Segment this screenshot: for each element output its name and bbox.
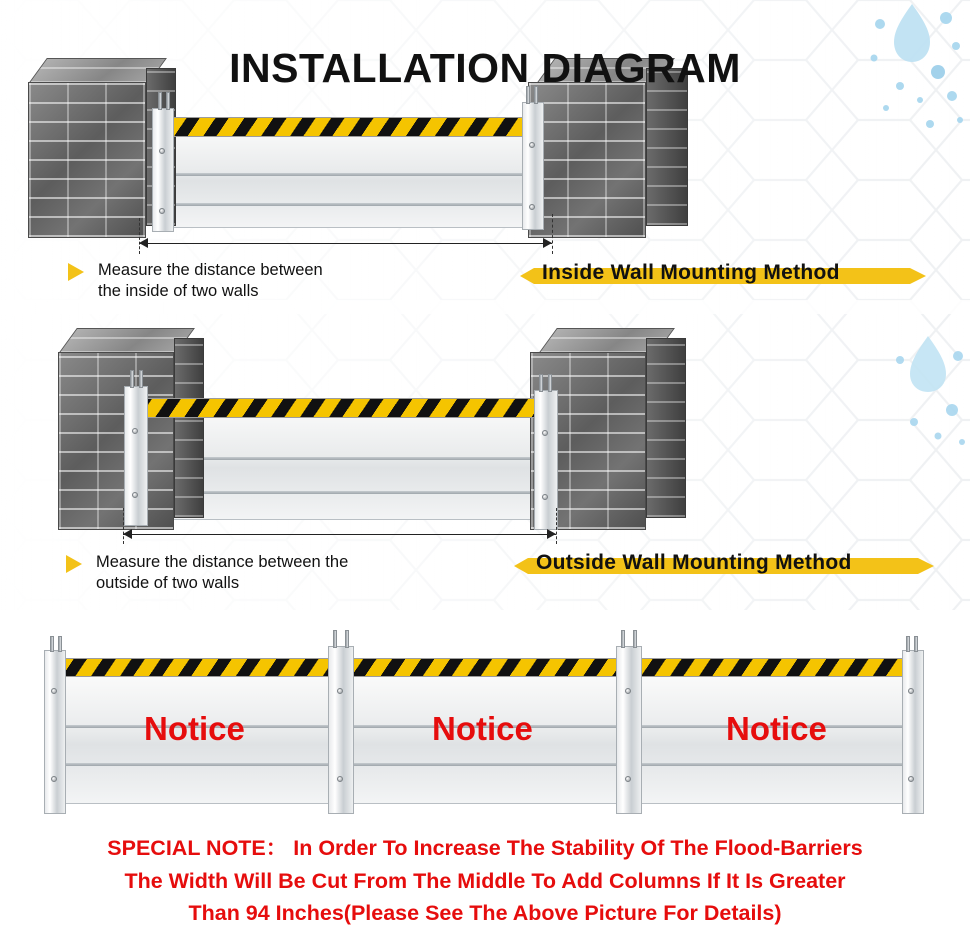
special-note-line-3: Than 94 Inches(Please See The Above Picture For Details) (188, 901, 782, 926)
barrier-end-post-right (902, 650, 924, 814)
caption-line-2: outside of two walls (96, 573, 240, 592)
triangle-marker-icon (66, 555, 82, 573)
post-stud-right (548, 374, 552, 392)
notice-text: Notice (144, 710, 245, 747)
dimension-extension-right (552, 214, 554, 254)
dimension-line (139, 243, 552, 244)
dimension-arrow-left (123, 529, 132, 539)
notice-text: Notice (726, 710, 827, 747)
bolt-icon (529, 142, 535, 148)
bolt-icon (132, 428, 138, 434)
caption-line-1: Measure the distance between (98, 261, 323, 279)
barrier-end-post-left (44, 650, 66, 814)
barrier-column-middle (616, 646, 642, 814)
caption-line-1: Measure the distance between the (96, 553, 349, 571)
bolt-icon (132, 492, 138, 498)
method-label-outside: Outside Wall Mounting Method (536, 551, 852, 574)
post-stud (633, 630, 637, 648)
bolt-icon (625, 776, 631, 782)
post-stud-left (166, 92, 170, 110)
bolt-icon (337, 688, 343, 694)
hazard-stripe-band (56, 658, 916, 677)
dimension-line (123, 534, 556, 535)
bolt-icon (337, 776, 343, 782)
bolt-icon (51, 688, 57, 694)
bolt-icon (908, 688, 914, 694)
hazard-stripe-band (146, 398, 546, 418)
dimension-extension-left (139, 218, 141, 254)
special-note (0, 832, 970, 930)
bolt-icon (51, 776, 57, 782)
page-title: INSTALLATION DIAGRAM (229, 45, 741, 92)
caption-outside-wall (96, 552, 456, 593)
post-stud-left (139, 370, 143, 388)
bolt-icon (625, 688, 631, 694)
mounting-post-right (522, 102, 544, 230)
post-stud (58, 636, 62, 652)
caption-inside-wall (98, 260, 428, 301)
post-stud-left (158, 92, 162, 110)
mounting-post-right (534, 390, 558, 530)
flood-barrier-panel (170, 124, 536, 228)
post-stud (50, 636, 54, 652)
hazard-stripe-band (170, 117, 536, 137)
post-stud (906, 636, 910, 652)
bolt-icon (159, 208, 165, 214)
post-stud-left (130, 370, 134, 388)
post-stud (345, 630, 349, 648)
special-note-line-2: The Width Will Be Cut From The Middle To Add Columns If It Is Greater (124, 868, 846, 893)
bolt-icon (159, 148, 165, 154)
post-stud (333, 630, 337, 648)
dimension-arrow-right (543, 238, 552, 248)
bolt-icon (529, 204, 535, 210)
mounting-post-left (124, 386, 148, 526)
dimension-extension-right (556, 508, 558, 544)
caption-line-2: the inside of two walls (98, 281, 259, 300)
triangle-marker-icon (68, 263, 84, 281)
barrier-column-middle (328, 646, 354, 814)
notice-text: Notice (432, 710, 533, 747)
dimension-arrow-right (547, 529, 556, 539)
bolt-icon (542, 430, 548, 436)
post-stud (621, 630, 625, 648)
bolt-icon (908, 776, 914, 782)
post-stud (914, 636, 918, 652)
method-label-inside: Inside Wall Mounting Method (542, 261, 840, 284)
dimension-arrow-left (139, 238, 148, 248)
post-stud-right (539, 374, 543, 392)
bolt-icon (542, 494, 548, 500)
special-note-line-1: SPECIAL NOTE： In Order To Increase The Stability Of The Flood-Barriers (107, 836, 863, 860)
